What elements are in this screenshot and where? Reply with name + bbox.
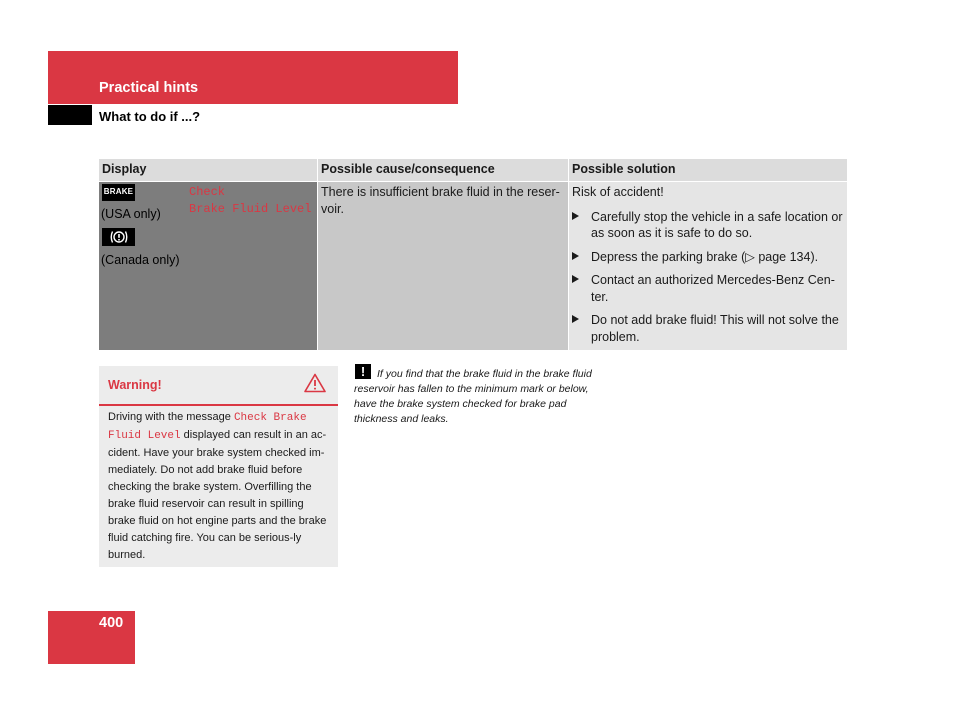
solution-intro: Risk of accident! — [572, 185, 664, 199]
page-number: 400 — [99, 615, 124, 631]
display-message — [189, 184, 311, 217]
cause-cell: There is insufficient brake fluid in the reser-voir. — [318, 182, 568, 350]
warning-title: Warning! — [108, 378, 162, 392]
display-cell — [99, 182, 317, 350]
canada-only-label: (Canada only) — [101, 253, 180, 267]
warning-text-part: displayed can result in an ac-cident. Have your brake system checked im-mediately. Do not add brake fluid before checking the brake system. Overfilling the brake fluid reservoir can result in spilling brake fluid on hot engine parts and the brake fluid catching fire. You can be serious-ly burned. — [108, 429, 327, 561]
warning-header — [99, 366, 338, 406]
note-text: If you find that the brake fluid in the brake fluid reservoir has fallen to the minimum mark or below, have the brake system checked for brake pad thickness and leaks. — [354, 368, 592, 425]
bullet-arrow-icon — [572, 212, 579, 220]
solution-steps — [572, 209, 844, 346]
step-text: Contact an authorized Mercedes-Benz Cen-ter. — [591, 273, 835, 304]
solution-cell — [569, 182, 847, 350]
list-item — [572, 272, 844, 305]
warning-message: Check Brake Fluid Level — [108, 412, 307, 442]
warning-text — [108, 409, 331, 564]
display-message-line: Check — [189, 185, 226, 199]
warning-triangle-icon — [304, 373, 326, 393]
step-text: Depress the parking brake (▷ page 134). — [591, 249, 819, 264]
step-text: Carefully stop the vehicle in a safe location or as soon as it is safe to do so. — [591, 209, 843, 240]
brake-warning-lamp-icon: BRAKE — [102, 184, 135, 201]
display-message-line: Brake Fluid Level — [189, 201, 312, 216]
header-band — [48, 51, 458, 104]
list-item — [572, 312, 844, 345]
list-item — [572, 249, 844, 266]
column-header-display: Display — [99, 159, 317, 181]
bullet-arrow-icon — [572, 252, 579, 260]
column-header-solution: Possible solution — [569, 159, 847, 181]
section-tab-marker — [48, 105, 92, 125]
section-title: Practical hints — [99, 80, 199, 96]
exclamation-note-icon: ! — [355, 364, 371, 379]
usa-only-label: (USA only) — [101, 207, 161, 221]
bullet-arrow-icon — [572, 275, 579, 283]
bullet-arrow-icon — [572, 315, 579, 323]
list-item — [572, 209, 844, 242]
brake-symbol-icon — [102, 228, 135, 246]
column-header-cause: Possible cause/consequence — [318, 159, 568, 181]
warning-text-part: Driving with the message — [108, 411, 234, 423]
warning-box — [99, 366, 338, 567]
step-text: Do not add brake fluid! This will not solve the problem. — [591, 313, 839, 344]
sub-title: What to do if ...? — [99, 109, 201, 124]
